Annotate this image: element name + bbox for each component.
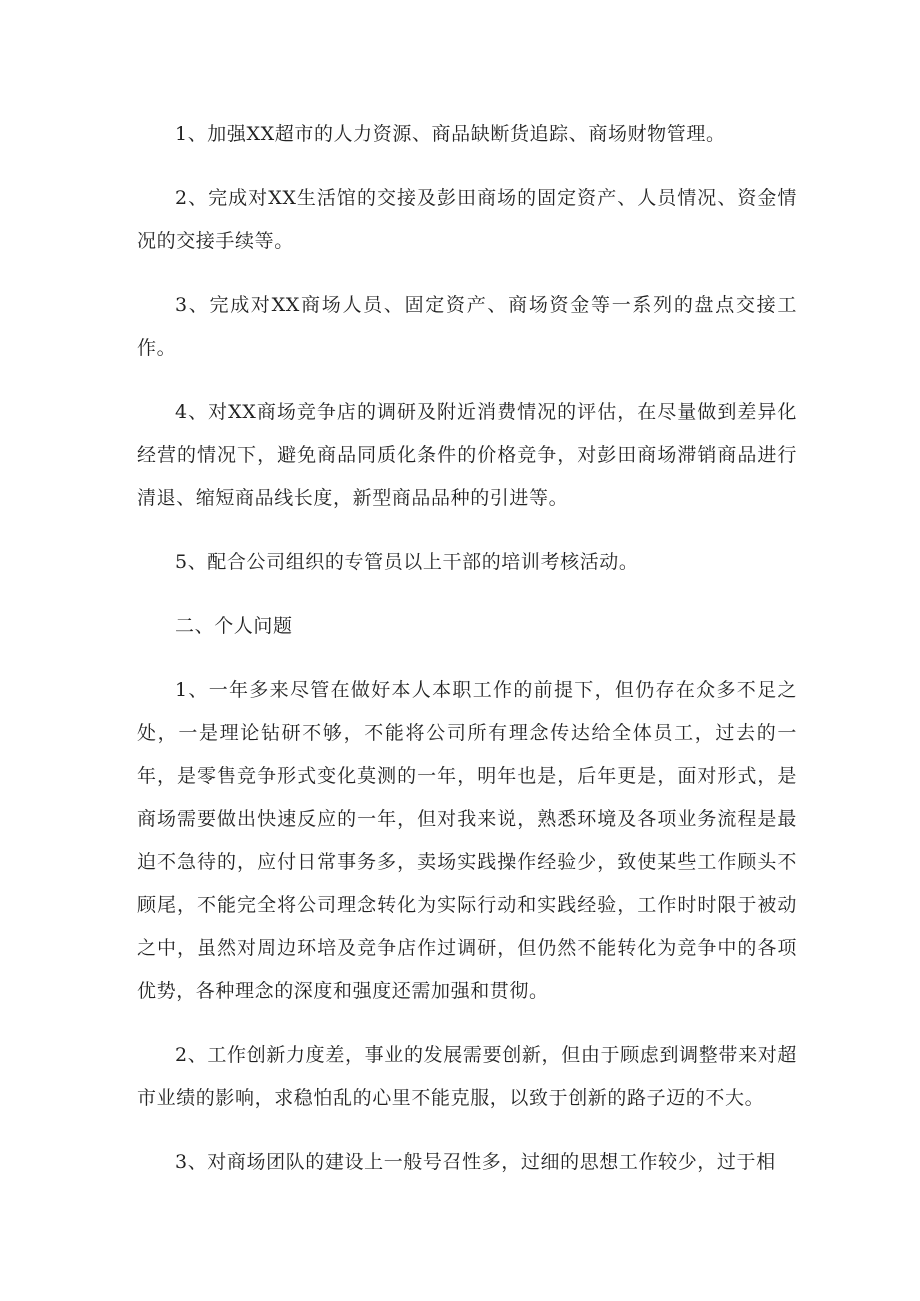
document-body <box>137 113 797 1205</box>
paragraph-issue-1: 1、一年多来尽管在做好本人本职工作的前提下，但仍存在众多不足之处，一是理论钻研不够，不能将公司所有理念传达给全体员工，过去的一年，是零售竞争形式变化莫测的一年，明年也是，后年更是，面对形式，是商场需要做出快速反应的一年，但对我来说，熟悉环境及各项业务流程是最迫不急待的，应付日常事务多，卖场实践操作经验少，致使某些工作顾头不顾尾，不能完全将公司理念转化为实际行动和实践经验，工作时时限于被动之中，虽然对周边环培及竞争店作过调研，但仍然不能转化为竞争中的各项优势，各种理念的深度和强度还需加强和贯彻。 <box>137 679 797 1002</box>
paragraph-5: 5、配合公司组织的专管员以上干部的培训考核活动。 <box>175 551 639 573</box>
paragraph-2: 2、完成对XX生活馆的交接及彭田商场的固定资产、人员情况、资金情况的交接手续等。 <box>137 187 797 252</box>
paragraph-1: 1、加强XX超市的人力资源、商品缺断货追踪、商场财物管理。 <box>175 123 726 145</box>
paragraph-issue-2: 2、工作创新力度差，事业的发展需要创新，但由于顾虑到调整带来对超市业绩的影响，求稳怕乱的心里不能克服，以致于创新的路子迈的不大。 <box>137 1044 797 1109</box>
section-heading-personal-issues: 二、个人问题 <box>175 615 293 637</box>
paragraph-issue-3: 3、对商场团队的建设上一般号召性多，过细的思想工作较少，过于相 <box>175 1151 776 1173</box>
paragraph-4: 4、对XX商场竞争店的调研及附近消费情况的评估，在尽量做到差异化经营的情况下，避免商品同质化条件的价格竞争，对彭田商场滞销商品进行清退、缩短商品线长度，新型商品品种的引进等。 <box>137 401 797 509</box>
paragraph-3: 3、完成对XX商场人员、固定资产、商场资金等一系列的盘点交接工作。 <box>137 294 797 359</box>
